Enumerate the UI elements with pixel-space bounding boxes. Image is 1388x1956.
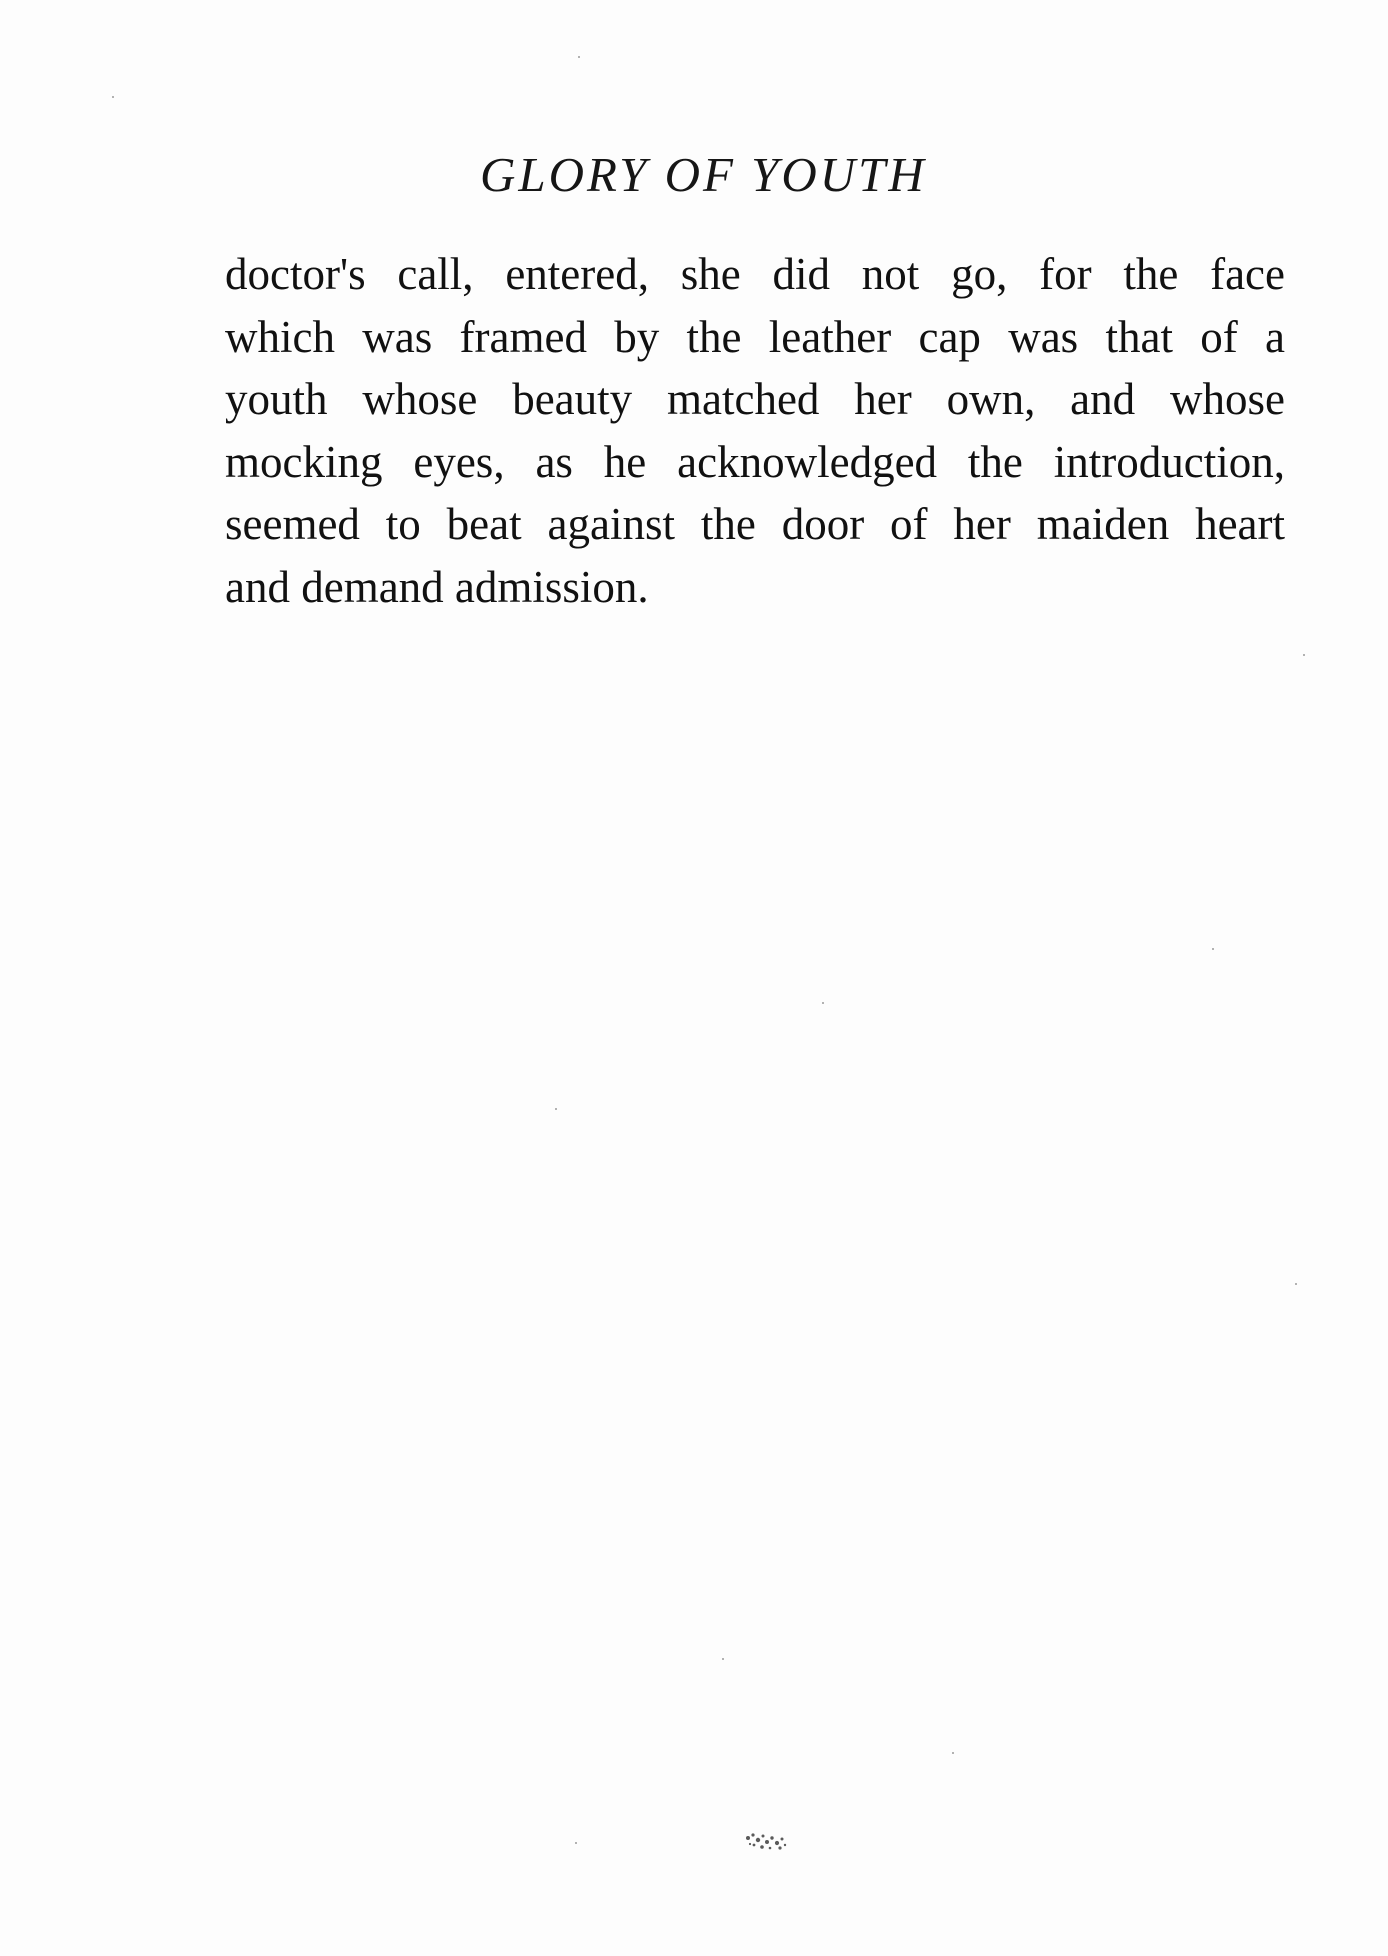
text-line: seemed to beat against the door of her maiden heart bbox=[225, 499, 1285, 549]
body-text bbox=[225, 243, 1285, 618]
text-line: mocking eyes, as he acknowledged the introduction, bbox=[225, 436, 1285, 487]
paper-speck bbox=[952, 1752, 954, 1754]
paper-speck bbox=[575, 1842, 577, 1844]
text-line: and demand admission. bbox=[225, 561, 649, 612]
paper-speck bbox=[1212, 948, 1214, 950]
paper-speck bbox=[555, 1108, 557, 1110]
paper-speck bbox=[578, 56, 580, 58]
text-line: youth whose beauty matched her own, and whose bbox=[225, 374, 1285, 424]
paper-speck bbox=[112, 96, 114, 98]
running-head: GLORY OF YOUTH bbox=[480, 147, 927, 202]
text-line: which was framed by the leather cap was that of a bbox=[225, 311, 1285, 362]
text-line: doctor's call, entered, she did not go, for the face bbox=[225, 249, 1285, 299]
paper-speck bbox=[1303, 654, 1305, 656]
printer-ornament-icon bbox=[742, 1828, 788, 1856]
paper-speck bbox=[822, 1002, 824, 1004]
paper-speck bbox=[1295, 1283, 1297, 1285]
paper-speck bbox=[722, 1658, 724, 1660]
